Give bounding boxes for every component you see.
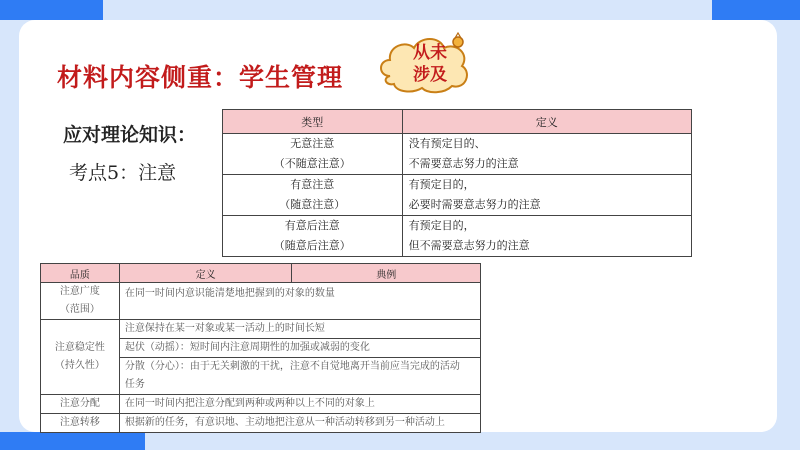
type-alias: （随意后注意） <box>273 239 351 252</box>
never-covered-stamp <box>376 32 472 96</box>
stamp-line-2: 涉及 <box>413 65 447 85</box>
type-cell <box>223 134 403 175</box>
top-right-accent-bar <box>712 0 800 20</box>
definition-line: 有预定目的， <box>408 219 475 232</box>
table-row <box>41 283 481 320</box>
header-definition: 定义 <box>119 264 292 283</box>
type-cell <box>223 216 403 257</box>
definition-line: 不需要意志努力的注意 <box>408 157 519 170</box>
table-row <box>223 216 692 257</box>
attention-types-table <box>222 109 692 257</box>
table-row <box>41 414 481 433</box>
quality-name: 注意稳定性 <box>54 342 105 353</box>
quality-alias: （持久性） <box>54 360 105 371</box>
definition-cell: 在同一时间内意识能清楚地把握到的对象的数量 <box>119 283 480 320</box>
type-alias: （不随意注意） <box>273 157 351 170</box>
page-title: 材料内容侧重：学生管理 <box>57 63 344 92</box>
quality-cell: 注意转移 <box>41 414 120 433</box>
definition-cell: 起伏（动摇）：短时间内注意周期性的加强或减弱的变化 <box>119 339 480 358</box>
definition-cell <box>119 358 480 395</box>
quality-cell <box>41 320 120 395</box>
definition-line: 必要时需要意志努力的注意 <box>408 198 541 211</box>
definition-cell: 在同一时间内把注意分配到两种或两种以上不同的对象上 <box>119 395 480 414</box>
type-alias: （随意注意） <box>279 198 346 211</box>
quality-name: 注意广度 <box>59 286 100 297</box>
attention-qualities-table <box>40 263 481 433</box>
quality-cell: 注意分配 <box>41 395 120 414</box>
header-example: 典例 <box>292 264 481 283</box>
quality-alias: （范围） <box>59 304 100 315</box>
definition-line: 没有预定目的、 <box>408 137 486 150</box>
table-row <box>223 175 692 216</box>
definition-cell <box>402 134 691 175</box>
table-header-row <box>41 264 481 283</box>
type-name: 无意注意 <box>290 137 335 150</box>
quality-cell <box>41 283 120 320</box>
table-header-row <box>223 110 692 134</box>
definition-line: 但不需要意志努力的注意 <box>408 239 530 252</box>
header-quality: 品质 <box>41 264 120 283</box>
table-row <box>41 320 481 339</box>
header-type: 类型 <box>223 110 403 134</box>
definition-line: 任务 <box>124 379 145 390</box>
definition-cell: 注意保持在某一对象或某一活动上的时间长短 <box>119 320 480 339</box>
definition-cell <box>402 216 691 257</box>
definition-line: 分散（分心）：由于无关刺激的干扰，注意不自觉地离开当前应当完成的活动 <box>124 361 460 372</box>
top-accent-bar <box>0 0 103 20</box>
bottom-accent-bar <box>0 432 145 450</box>
type-name: 有意后注意 <box>284 219 340 232</box>
section-subtitle: 应对理论知识： <box>63 124 197 146</box>
table-row <box>223 134 692 175</box>
type-name: 有意注意 <box>290 178 335 191</box>
definition-cell: 根据新的任务，有意识地、主动地把注意从一种活动转移到另一种活动上 <box>119 414 480 433</box>
topic-label: 考点5：注意 <box>69 162 177 184</box>
type-cell <box>223 175 403 216</box>
definition-line: 有预定目的， <box>408 178 475 191</box>
definition-cell <box>402 175 691 216</box>
header-definition: 定义 <box>402 110 691 134</box>
stamp-line-1: 从未 <box>413 43 447 63</box>
table-row <box>41 395 481 414</box>
